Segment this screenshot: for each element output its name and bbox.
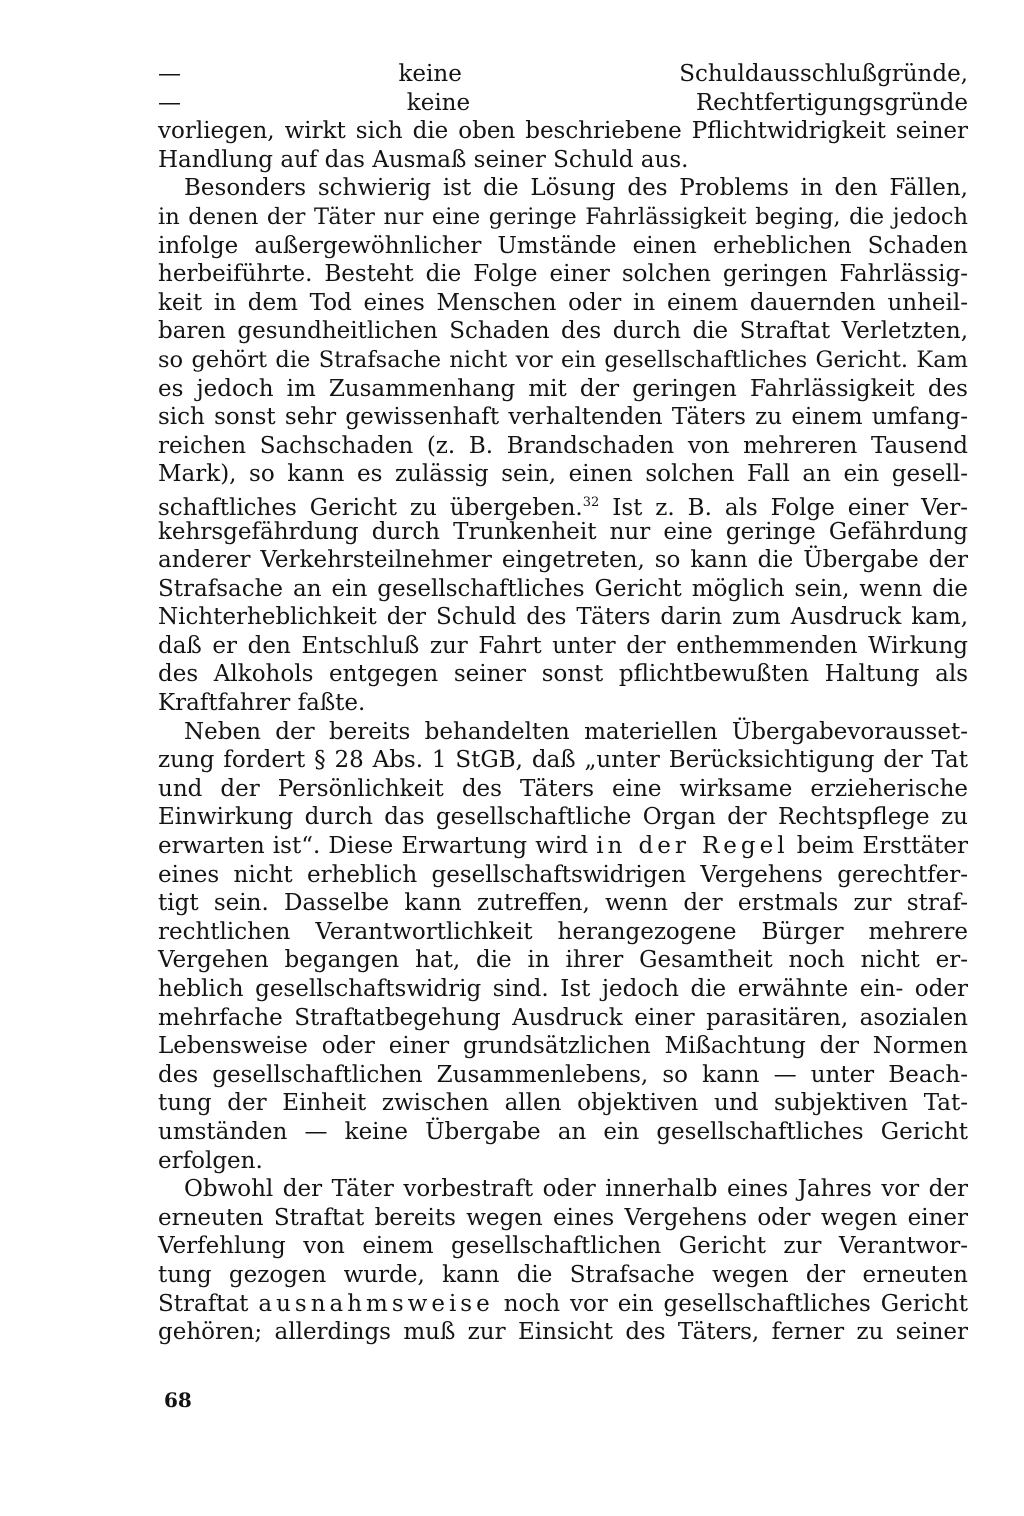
text-fragment: erwarten ist“. Diese Erwartung wird (158, 833, 597, 860)
text-line: herbeiführte. Besteht die Folge einer solchen geringen Fahrlässig- (158, 261, 968, 288)
text-line: vorliegen, wirkt sich die oben beschriebene Pflichtwidrigkeit seiner (158, 118, 968, 145)
text-line: kehrsgefährdung durch Trunkenheit nur eine geringe Gefährdung (158, 518, 968, 545)
text-line: erneuten Straftat bereits wegen eines Vergehens oder wegen einer (158, 1204, 968, 1231)
text-line: Einwirkung durch das gesellschaftliche Organ der Rechtspflege zu (158, 804, 968, 831)
emphasis-spaced: in der Regel (596, 833, 789, 860)
body-text (158, 60, 968, 1347)
text-line: Lebensweise oder einer grundsätzlichen Mißachtung der Normen (158, 1033, 968, 1060)
footnote-marker: 32 (582, 494, 600, 510)
text-line: Mark), so kann es zulässig sein, einen solchen Fall an ein gesell- (158, 461, 968, 488)
text-line: anderer Verkehrsteilnehmer eingetreten, so kann die Übergabe der (158, 547, 968, 574)
text-line: Strafsache an ein gesellschaftliches Gericht möglich sein, wenn die (158, 575, 968, 602)
text-line: tung der Einheit zwischen allen objektiven und subjektiven Tat- (158, 1090, 968, 1117)
text-line: umständen — keine Übergabe an ein gesellschaftliches Gericht (158, 1118, 968, 1145)
text-line: — keine Schuldausschlußgründe, (158, 61, 968, 87)
text-line: in denen der Täter nur eine geringe Fahrlässigkeit beging, die jedoch (158, 203, 968, 230)
text-line: Obwohl der Täter vorbestraft oder innerhalb eines Jahres vor der (184, 1176, 968, 1203)
text-line: rechtlichen Verantwortlichkeit herangezogene Bürger mehrere (158, 918, 968, 945)
text-line: so gehört die Strafsache nicht vor ein gesellschaftliches Gericht. Kam (158, 346, 968, 373)
text-line: — keine Rechtfertigungsgründe (158, 89, 968, 116)
text-line: daß er den Entschluß zur Fahrt unter der enthemmenden Wirkung (158, 632, 968, 659)
text-fragment: noch vor ein gesellschaftliches Gericht (493, 1290, 968, 1317)
text-line: Nichterheblichkeit der Schuld des Täters darin zum Ausdruck kam, (158, 604, 968, 631)
text-line: tigt sein. Dasselbe kann zutreffen, wenn der erstmals zur straf- (158, 890, 968, 917)
text-line: des Alkohols entgegen seiner sonst pflichtbewußten Haltung als (158, 661, 968, 688)
text-line: reichen Sachschaden (z. B. Brandschaden von mehreren Tausend (158, 432, 968, 459)
text-line: Neben der bereits behandelten materiellen Übergabevorausset- (184, 718, 968, 745)
text-line: Verfehlung von einem gesellschaftlichen Gericht zur Verantwor- (158, 1233, 968, 1260)
text-line: Besonders schwierig ist die Lösung des Problems in den Fällen, (184, 175, 968, 202)
text-line: infolge außergewöhnlicher Umstände einen erheblichen Schaden (158, 232, 968, 259)
text-line: Vergehen begangen hat, die in ihrer Gesamtheit noch nicht er- (158, 947, 968, 974)
text-fragment: Ist z. B. als Folge einer Ver- (599, 494, 969, 521)
text-line: heblich gesellschaftswidrig sind. Ist jedoch die erwähnte ein- oder (158, 976, 968, 1002)
text-line: es jedoch im Zusammenhang mit der geringen Fahrlässigkeit des (158, 375, 968, 402)
text-line (158, 1290, 968, 1319)
text-line (158, 489, 969, 521)
text-line (158, 832, 968, 861)
page-number: 68 (164, 1388, 192, 1412)
text-fragment: schaftliches Gericht zu übergeben. (158, 494, 583, 521)
text-line: baren gesundheitlichen Schaden des durch die Straftat Verletzten, (158, 318, 968, 345)
text-line: eines nicht erheblich gesellschaftswidrigen Vergehens gerechtfer- (158, 861, 968, 888)
text-line: gehören; allerdings muß zur Einsicht des Täters, ferner zu seiner (158, 1319, 968, 1346)
text-line: Kraftfahrer faßte. (158, 690, 366, 717)
text-fragment: beim Ersttäter (788, 833, 969, 860)
text-line: sich sonst sehr gewissenhaft verhaltenden Täters zu einem umfang- (158, 404, 968, 431)
text-line: zung fordert § 28 Abs. 1 StGB, daß „unter Berücksichtigung der Tat (158, 747, 968, 774)
emphasis-spaced: ausnahmsweise (258, 1290, 494, 1317)
text-line: tung gezogen wurde, kann die Strafsache wegen der erneuten (158, 1261, 968, 1288)
text-fragment: Straftat (158, 1290, 259, 1317)
text-line: Handlung auf das Ausmaß seiner Schuld aus. (158, 146, 689, 173)
text-line: erfolgen. (158, 1147, 263, 1174)
text-line: des gesellschaftlichen Zusammenlebens, so kann — unter Beach- (158, 1061, 968, 1088)
text-line: mehrfache Straftatbegehung Ausdruck einer parasitären, asozialen (158, 1004, 968, 1031)
text-line: keit in dem Tod eines Menschen oder in einem dauernden unheil- (158, 289, 968, 316)
text-line: und der Persönlichkeit des Täters eine wirksame erzieherische (158, 775, 968, 802)
